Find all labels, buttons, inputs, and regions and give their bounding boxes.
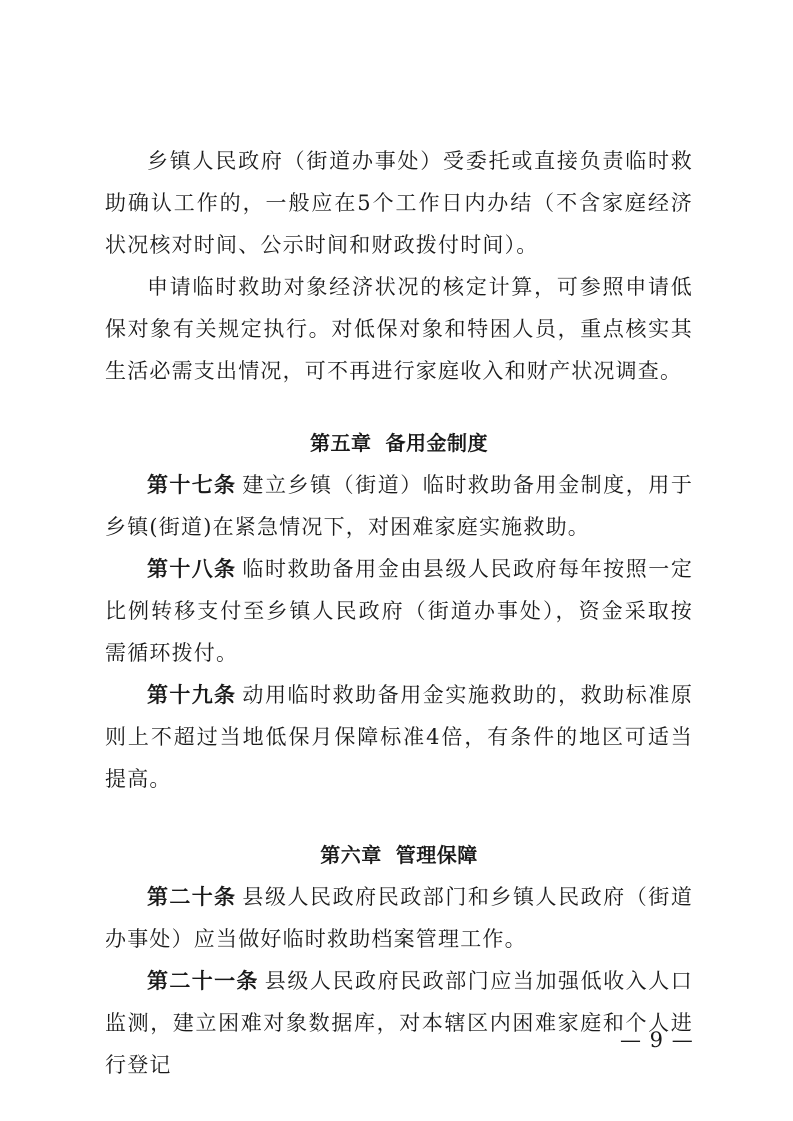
chapter-5-title: 备用金制度 bbox=[385, 431, 488, 455]
chapter-6-number: 第六章 bbox=[320, 843, 382, 867]
article-20 bbox=[105, 876, 693, 960]
article-21 bbox=[105, 960, 693, 1086]
article-17-label: 第十七条 bbox=[147, 473, 237, 497]
document-body bbox=[105, 140, 693, 1086]
article-20-label: 第二十条 bbox=[147, 885, 237, 909]
spacer bbox=[105, 392, 693, 422]
page-number: — 9 — bbox=[620, 1028, 694, 1052]
paragraph-economic-assessment: 申请临时救助对象经济状况的核定计算，可参照申请低保对象有关规定执行。对低保对象和特困人员，重点核实其生活必需支出情况，可不再进行家庭收入和财产状况调查。 bbox=[105, 275, 693, 383]
article-19 bbox=[105, 674, 693, 800]
chapter-6-heading bbox=[105, 834, 693, 876]
article-21-text: 县级人民政府民政部门应当加强低收入人口监测，建立困难对象数据库，对本辖区内困难家庭和个人进行登记 bbox=[105, 969, 693, 1077]
article-19-text: 动用临时救助备用金实施救助的，救助标准原则上不超过当地低保月保障标准4倍，有条件的地区可适当提高。 bbox=[105, 683, 694, 791]
article-21-label: 第二十一条 bbox=[147, 969, 259, 993]
chapter-5-number: 第五章 bbox=[310, 431, 372, 455]
article-17-text: 建立乡镇（街道）临时救助备用金制度，用于乡镇(街道)在紧急情况下，对困难家庭实施救助。 bbox=[105, 473, 694, 539]
article-19-label: 第十九条 bbox=[147, 683, 237, 707]
article-17 bbox=[105, 464, 693, 548]
paragraph-confirmation-deadline: 乡镇人民政府（街道办事处）受委托或直接负责临时救助确认工作的，一般应在5个工作日内办结（不含家庭经济状况核对时间、公示时间和财政拨付时间）。 bbox=[105, 149, 693, 257]
spacer bbox=[105, 800, 693, 834]
article-18-label: 第十八条 bbox=[147, 557, 237, 581]
article-18 bbox=[105, 548, 693, 674]
chapter-6-title: 管理保障 bbox=[395, 843, 478, 867]
chapter-5-heading bbox=[105, 422, 693, 464]
article-20-text: 县级人民政府民政部门和乡镇人民政府（街道办事处）应当做好临时救助档案管理工作。 bbox=[105, 885, 694, 951]
article-18-text: 临时救助备用金由县级人民政府每年按照一定比例转移支付至乡镇人民政府（街道办事处），资金采取按需循环拨付。 bbox=[105, 557, 694, 665]
